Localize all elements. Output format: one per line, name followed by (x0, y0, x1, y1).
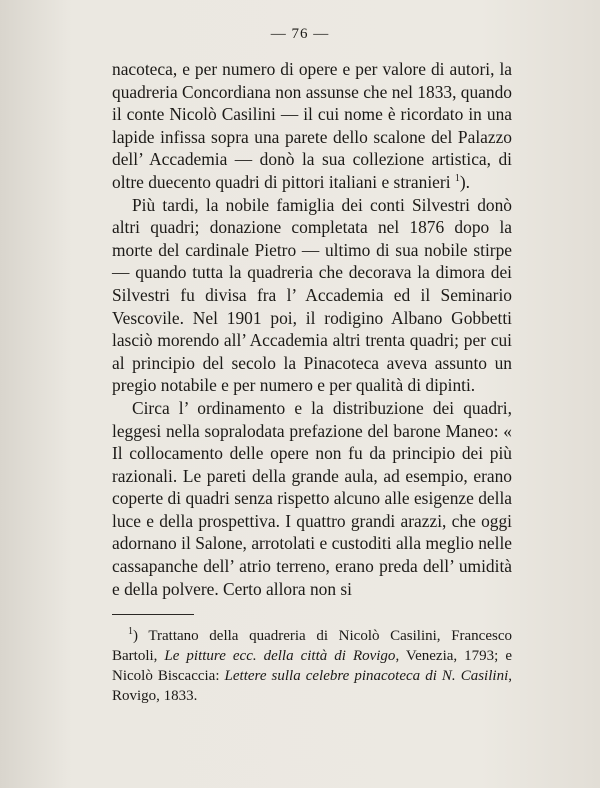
footnote-title-2: Lettere sulla celebre pinacoteca di N. Casilini (224, 668, 509, 684)
footnote-text-1: Trattano della quadreria di Nicolò Casilini, Francesco Bartoli, (112, 628, 512, 664)
paragraph-1-text: nacoteca, e per numero di opere e per valore di autori, la quadreria Concordiana non assunse che nel 1833, quando il conte Nicolò Casilini — il cui nome è ricordato in una lapide infissa sopra una parete dello scalone del Palazzo dell’ Accademia — donò la sua collezione artistica, di oltre duecento quadri di pittori italiani e stranieri (112, 59, 512, 192)
footnote-divider (112, 614, 194, 615)
footnote-reference[interactable]: 1 (454, 173, 460, 185)
paragraph-2: Più tardi, la nobile famiglia dei conti Silvestri donò altri quadri; donazione completata nel 1876 dopo la morte del cardinale Pietro — ultimo di sua nobile stirpe — quando tutta la quadreria che decorava la dimora dei Silvestri fu divisa fra l’ Accademia ed il Seminario Vescovile. Nel 1901 poi, il rodigino Albano Gobbetti lasciò morendo all’ Accademia altri trenta quadri; per cui al principio del secolo la Pinacoteca aveva assunto un pregio notabile e per numero e per qualità di dipinti. (112, 194, 512, 396)
paragraph-3: Circa l’ ordinamento e la distribuzione dei quadri, leggesi nella sopralodata prefazione del barone Maneo: « Il collocamento delle opere non fu da principio dei più razionali. Le pareti della grande aula, ad esempio, erano coperte di quadri senza rispetto alcuno alle esigenze della luce e della prospettiva. I quattro grandi arazzi, che oggi adornano il Salone, arrotolati e custoditi alla meglio nelle cassapanche dell’ atrio terreno, erano preda dell’ umidità e della polvere. Certo allora non si (112, 397, 512, 599)
paragraph-1 (112, 58, 512, 194)
footnote-reference-suffix: ). (459, 171, 471, 192)
footnote-title-1: Le pitture ecc. della città di Rovigo (164, 648, 396, 664)
footnote-marker-suffix: ) (133, 628, 138, 644)
main-text (112, 58, 512, 600)
footnote-marker: 1 (128, 626, 133, 637)
footnote-text-3: , Rovigo, 1833. (112, 668, 512, 704)
page-number: — 76 — (270, 26, 330, 42)
footnote (112, 626, 512, 706)
footnote-text-2: , Venezia, 1793; e Nicolò Biscaccia: (112, 648, 512, 684)
